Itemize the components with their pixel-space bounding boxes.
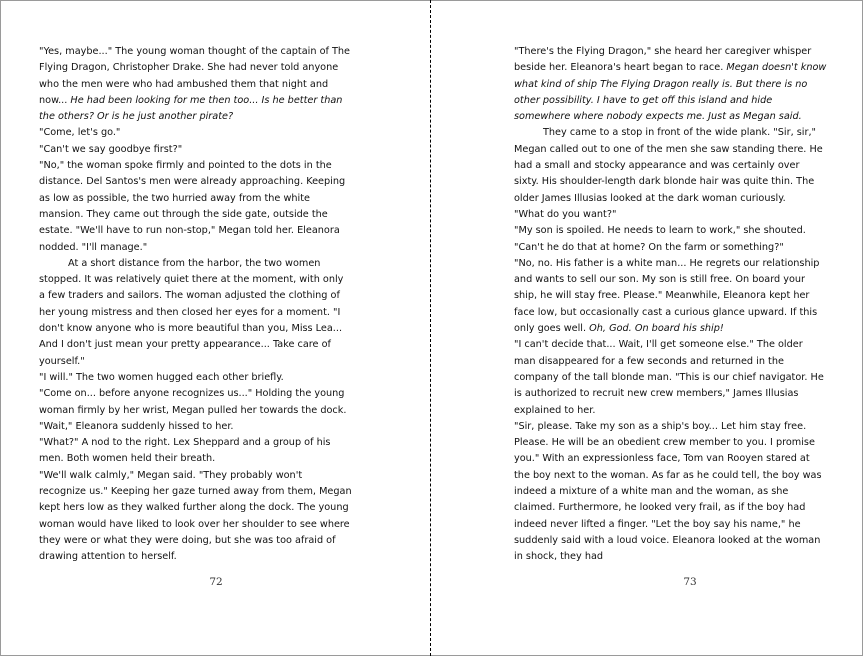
paragraph bbox=[39, 142, 352, 158]
text-run: "I will." The two women hugged each other briefly. bbox=[39, 371, 284, 383]
italic-run: He had been looking for me then too... Is he better than the others? Or is he just another pirate? bbox=[39, 94, 343, 123]
text-run: "Yes, maybe..." The young woman thought of the captain of The Flying Dragon, Christopher Drake. She had never told anyone who the men were who had ambushed them that night and now... bbox=[39, 46, 351, 106]
left-page bbox=[39, 44, 352, 566]
paragraph bbox=[514, 256, 827, 337]
paragraph bbox=[514, 125, 827, 206]
text-run: "We'll walk calmly," Megan said. "They probably won't recognize us." Keeping her gaze turned away from them, Megan kept hers low as they walked further along the dock. The young woman would have liked to look over her shoulder to see where they were or what they were doing, but she was too afraid of drawing attention to herself. bbox=[39, 469, 352, 563]
paragraph bbox=[39, 435, 352, 468]
paragraph bbox=[39, 158, 352, 256]
text-run: "Come on... before anyone recognizes us..." Holding the young woman firmly by her wrist, Megan pulled her towards the dock. bbox=[39, 388, 347, 416]
paragraph bbox=[39, 419, 352, 435]
paragraph bbox=[514, 207, 827, 223]
text-run: "Wait," Eleanora suddenly hissed to her. bbox=[39, 420, 234, 432]
text-run: "No, no. His father is a white man... He regrets our relationship and wants to sell our son. My son is still free. On board your ship, he will stay free. Please." Meanwhile, Eleanora kept her face low, but occasionally cast a curious glance upward. If this only goes well. bbox=[514, 257, 820, 335]
paragraph bbox=[514, 223, 827, 239]
paragraph bbox=[514, 337, 827, 418]
paragraph bbox=[514, 419, 827, 566]
text-run: "No," the woman spoke firmly and pointed to the dots in the distance. Del Santos's men were already approaching. Keeping as low as possible, the two hurried away from the white mansion. They came out through the side gate, outside the estate. "We'll have to run non-stop," Megan told her. Eleanora nodded. "I'll manage." bbox=[39, 160, 346, 253]
paragraph bbox=[39, 386, 352, 419]
right-page bbox=[514, 44, 827, 566]
text-run: "What?" A nod to the right. Lex Sheppard and a group of his men. Both women held their breath. bbox=[39, 437, 331, 465]
paragraph bbox=[39, 256, 352, 370]
paragraph bbox=[39, 125, 352, 141]
text-run: At a short distance from the harbor, the two women stopped. It was relatively quiet there at the moment, with only a few traders and sailors. The woman adjusted the clothing of her young mistress and then closed her eyes for a moment. "I don't know anyone who is more beautiful than you, Miss Lea... And I don't just mean your pretty appearance... Take care of yourself." bbox=[39, 257, 344, 367]
text-run: They came to a stop in front of the wide plank. "Sir, sir," Megan called out to one of the men she saw standing there. He had a small and stocky appearance and was certainly over sixty. His shoulder-length dark blonde hair was quite thin. The older James Illusias looked at the dark woman curiously. bbox=[514, 127, 823, 204]
page-gutter-divider bbox=[430, 0, 431, 656]
paragraph bbox=[514, 240, 827, 256]
italic-run: Oh, God. On board his ship! bbox=[589, 323, 724, 335]
paragraph bbox=[39, 370, 352, 386]
paragraph bbox=[39, 44, 352, 125]
italic-run: Megan doesn't know what kind of ship The Flying Dragon really is. But there is no other possibility. I have to get off this island and hide somewhere where nobody expects me. Just as Megan said. bbox=[514, 62, 827, 123]
text-run: "I can't decide that... Wait, I'll get someone else." The older man disappeared for a few seconds and returned in the company of the tall blonde man. "This is our chief navigator. He is authorized to recruit new crew members," James Illusias explained to her. bbox=[514, 339, 824, 416]
paragraph bbox=[514, 44, 827, 125]
text-run: "Can't he do that at home? On the farm or something?" bbox=[514, 241, 784, 253]
text-run: "There's the Flying Dragon," she heard her caregiver whisper beside her. Eleanora's heart began to race. bbox=[514, 46, 812, 74]
left-page-number: 72 bbox=[209, 576, 223, 588]
text-run: "Can't we say goodbye first?" bbox=[39, 143, 183, 155]
text-run: "Sir, please. Take my son as a ship's boy... Let him stay free. Please. He will be an obedient crew member to you. I promise you." With an expressionless face, Tom van Rooyen stared at the boy next to the woman. As far as he could tell, the boy was indeed a mixture of a white man and the woman, as she claimed. Furthermore, he looked very frail, as if the boy had indeed never lifted a finger. "Let the boy say his name," he suddenly said with a loud voice. Eleanora looked at the woman in shock, they had bbox=[514, 420, 822, 563]
text-run: "My son is spoiled. He needs to learn to work," she shouted. bbox=[514, 225, 806, 237]
paragraph bbox=[39, 468, 352, 566]
text-run: "What do you want?" bbox=[514, 208, 617, 220]
text-run: "Come, let's go." bbox=[39, 127, 121, 139]
right-page-number: 73 bbox=[683, 576, 697, 588]
